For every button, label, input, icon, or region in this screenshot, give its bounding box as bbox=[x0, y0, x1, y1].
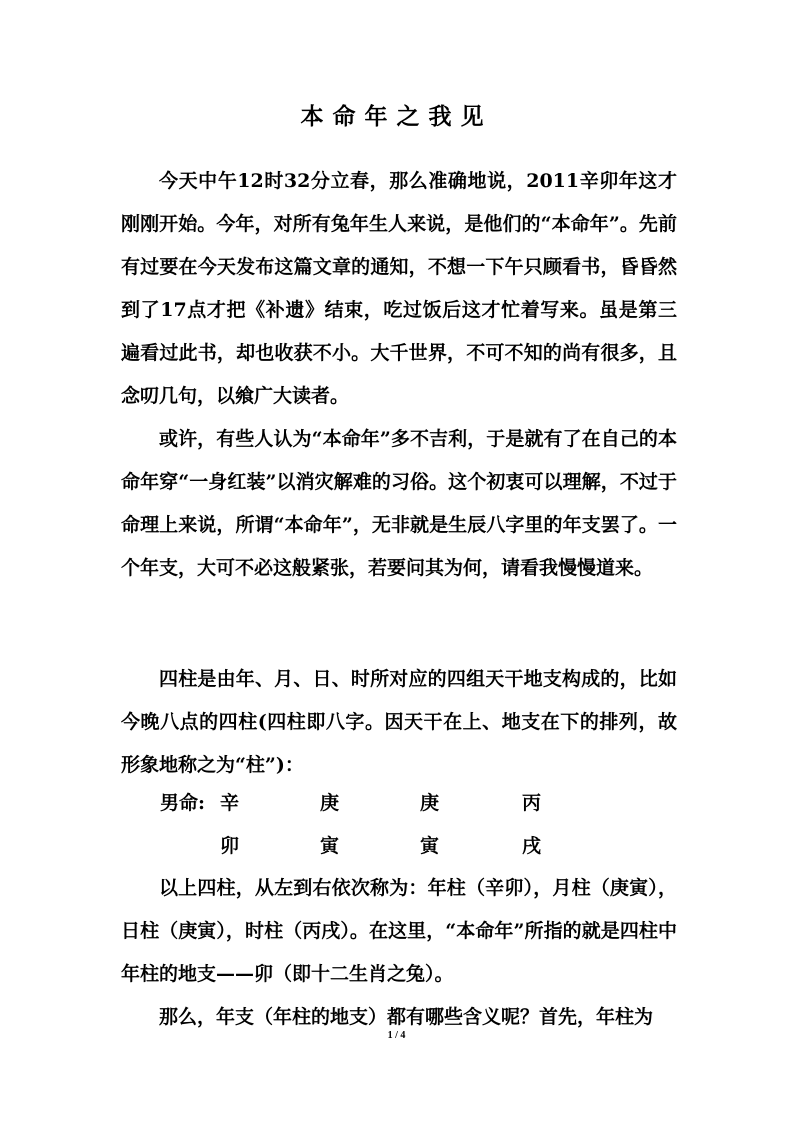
document-title: 本命年之我见 bbox=[300, 104, 493, 130]
year-stem: 辛 bbox=[220, 792, 240, 814]
paragraph-2: 或许，有些人认为“本命年”多不吉利，于是就有了在自己的本命年穿“一身红装”以消灾解难的习俗。这个初衷可以理解，不过于命理上来说，所谓“本命年”，无非就是生辰八字里的年支罢了。一个年支，大可不必这般紧张，若要问其为何，请看我慢慢道来。 bbox=[121, 428, 677, 579]
pillars-intro-block bbox=[121, 658, 677, 787]
year-branch: 卯 bbox=[220, 835, 240, 857]
hour-stem: 丙 bbox=[522, 792, 542, 814]
page-number: 1 / 4 bbox=[387, 1030, 406, 1041]
intro-text-block bbox=[121, 160, 677, 590]
paragraph-1: 今天中午12时32分立春，那么准确地说，2011辛卯年这才刚刚开始。今年，对所有兔年生人来说，是他们的“本命年”。先前有过要在今天发布这篇文章的通知，不想一下午只顾看书，昏昏然到了17点才把《补遗》结束，吃过饭后这才忙着写来。虽是第三遍看过此书，却也收获不小。大千世界，不可不知的尚有很多，且念叨几句，以飨广大读者。 bbox=[121, 170, 677, 407]
hour-branch: 戌 bbox=[522, 835, 542, 857]
month-branch: 寅 bbox=[320, 835, 340, 857]
paragraph-5: 那么，年支（年柱的地支）都有哪些含义呢？首先，年柱为 bbox=[159, 1006, 654, 1028]
pillars-label: 男命: bbox=[160, 792, 206, 814]
day-branch: 寅 bbox=[420, 835, 440, 857]
paragraph-4: 以上四柱，从左到右依次称为：年柱（辛卯），月柱（庚寅），日柱（庚寅），时柱（丙戌）。在这里，“本命年”所指的就是四柱中年柱的地支——卯（即十二生肖之兔）。 bbox=[121, 877, 677, 985]
month-stem: 庚 bbox=[320, 792, 340, 814]
closing-text-block bbox=[121, 867, 677, 1039]
paragraph-3: 四柱是由年、月、日、时所对应的四组天干地支构成的，比如今晚八点的四柱(四柱即八字。因天干在上、地支在下的排列，故形象地称之为“柱”)： bbox=[121, 668, 677, 776]
day-stem: 庚 bbox=[420, 792, 440, 814]
